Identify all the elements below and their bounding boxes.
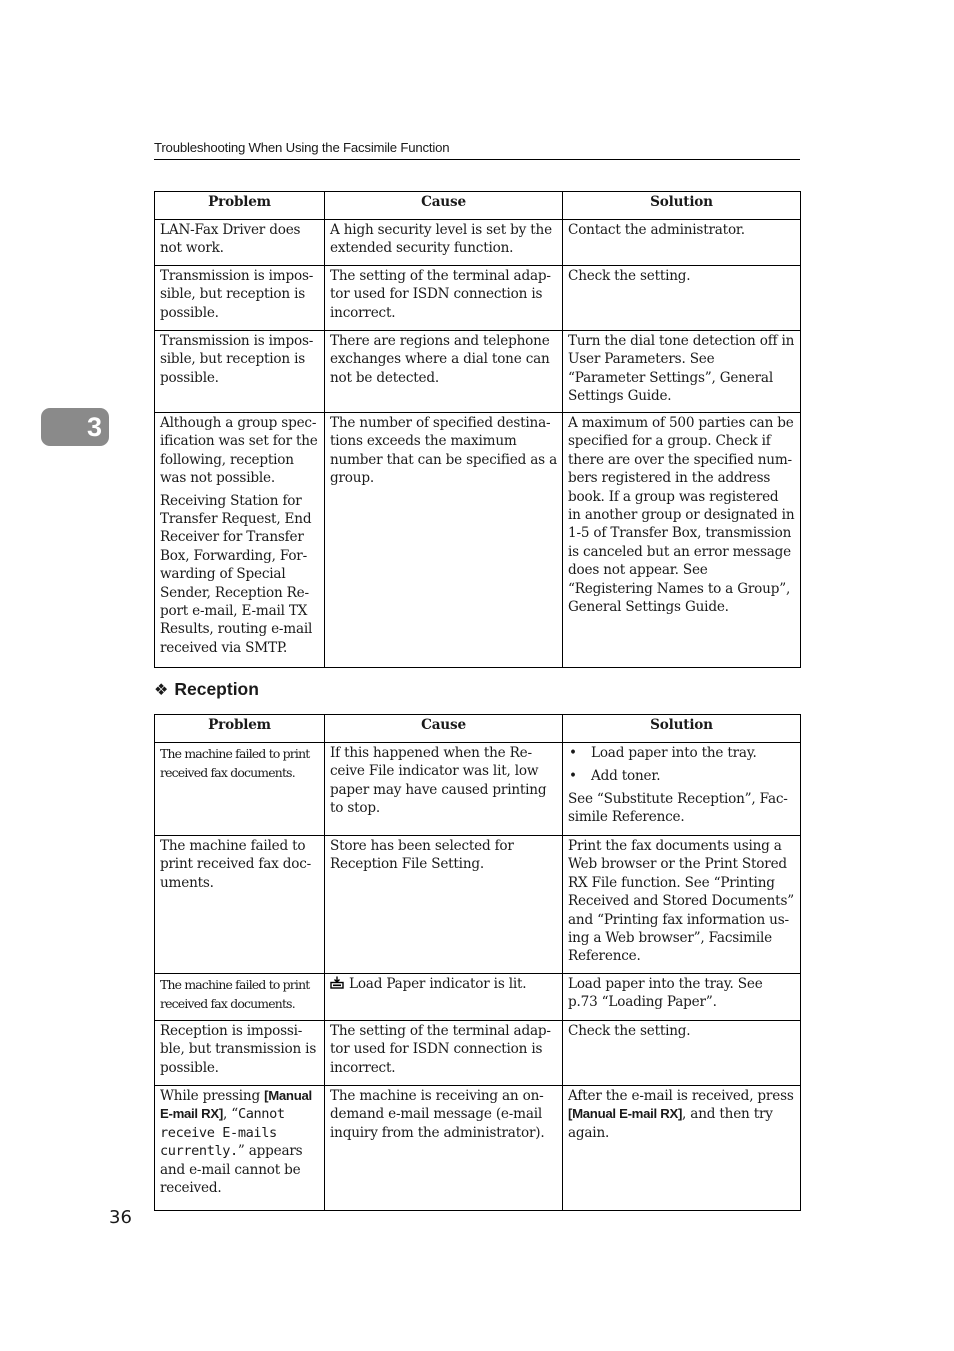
table-row: [155, 266, 801, 331]
table-row: [155, 1021, 801, 1086]
list-item: [568, 767, 795, 785]
solution-cell: Load paper into the tray. See p.73 “Loading Paper”.: [563, 974, 801, 1021]
section-title: Reception: [174, 679, 259, 699]
problem-cell: Reception is impossible, but transmission is possible.: [155, 1021, 325, 1086]
cause-cell: The setting of the terminal adaptor used for ISDN connection is incorrect.: [325, 266, 563, 331]
solution-cell: Turn the dial tone detection off in User Parameters. See “Parameter Settings”, General Settings Guide.: [563, 331, 801, 413]
reception-troubleshooting-table: [154, 714, 801, 1211]
diamond-bullet-icon: ❖: [154, 680, 169, 699]
solution-cell: A maximum of 500 parties can be specified for a group. Check if there are over the specified numbers registered in the address book. If a group was registered in another group or designated in 1-5 of Transfer Box, transmission is canceled but an error message does not appear. See “Registering Names to a Group”, General Settings Guide.: [563, 413, 801, 668]
load-paper-icon: [330, 976, 344, 989]
table-row: [155, 836, 801, 974]
problem-text: , “: [222, 1106, 238, 1123]
solution-cell: Contact the administrator.: [563, 220, 801, 266]
bullet-text: Add toner.: [591, 768, 661, 784]
display-message: Cannot receive E-mails currently.: [160, 1106, 285, 1160]
table-row: [155, 743, 801, 836]
cause-cell: The machine is receiving an on-demand e-mail message (e-mail inquiry from the administrator).: [325, 1086, 563, 1211]
table-row: [155, 220, 801, 266]
table-row: [155, 974, 801, 1021]
cause-cell: Store has been selected for Reception File Setting.: [325, 836, 563, 974]
table-header-row: [155, 192, 801, 220]
problem-text: While pressing: [160, 1088, 265, 1104]
problem-cell: The machine failed to print received fax documents.: [155, 974, 325, 1021]
problem-text: Although a group specification was set for the following, reception was not possible.: [160, 415, 318, 487]
manual-email-rx-key-label: [Manual E-mail RX]: [160, 1088, 312, 1122]
solution-cell: [563, 1086, 801, 1211]
cause-cell: There are regions and telephone exchanges where a dial tone can not be detected.: [325, 331, 563, 413]
table-row: [155, 331, 801, 413]
header-cause: Cause: [325, 715, 563, 743]
table-row: [155, 1086, 801, 1211]
table-header-row: [155, 715, 801, 743]
bullet-text: Load paper into the tray.: [591, 745, 757, 761]
list-item: [568, 744, 795, 762]
solution-cell: [563, 743, 801, 836]
solution-cell: Check the setting.: [563, 266, 801, 331]
problem-cell: [155, 413, 325, 668]
cause-cell: [325, 974, 563, 1021]
header-solution: Solution: [563, 715, 801, 743]
page-number: 36: [109, 1207, 132, 1228]
chapter-tab: [41, 408, 109, 446]
header-cause: Cause: [325, 192, 563, 220]
solution-text: After the e-mail is received, press: [568, 1088, 794, 1104]
cause-text: Load Paper indicator is lit.: [349, 976, 527, 992]
problem-text: ” appears and e-mail cannot be received.: [160, 1143, 303, 1197]
bullet-icon: •: [569, 768, 577, 784]
section-heading-reception: [154, 677, 259, 701]
problem-cell: The machine failed to print received fax documents.: [155, 836, 325, 974]
problem-cell: Transmission is impossible, but reception is possible.: [155, 331, 325, 413]
problem-cell: LAN-Fax Driver does not work.: [155, 220, 325, 266]
solution-reference: See “Substitute Reception”, Facsimile Reference.: [568, 791, 788, 826]
header-problem: Problem: [155, 715, 325, 743]
cause-cell: If this happened when the Receive File indicator was lit, low paper may have caused printing to stop.: [325, 743, 563, 836]
problem-text-continued: Receiving Station for Transfer Request, End Receiver for Transfer Box, Forwarding, Forwarding of Special Sender, Reception Report e-mail, E-mail TX Results, routing e-mail received via SMTP.: [160, 492, 313, 656]
header-solution: Solution: [563, 192, 801, 220]
cause-cell: A high security level is set by the extended security function.: [325, 220, 563, 266]
manual-email-rx-key-label: [Manual E-mail RX]: [568, 1106, 683, 1122]
solution-bullet-list: [568, 744, 795, 785]
chapter-number: 3: [86, 412, 102, 442]
problem-cell: [155, 1086, 325, 1211]
table-row: [155, 413, 801, 668]
solution-cell: Check the setting.: [563, 1021, 801, 1086]
running-head: Troubleshooting When Using the Facsimile Function: [154, 138, 800, 160]
problem-cell: The machine failed to print received fax documents.: [155, 743, 325, 836]
header-problem: Problem: [155, 192, 325, 220]
solution-cell: Print the fax documents using a Web browser or the Print Stored RX File function. See “Printing Received and Stored Documents” and “Printing fax information using a Web browser”, Facsimile Reference.: [563, 836, 801, 974]
bullet-icon: •: [569, 745, 577, 761]
cause-cell: The setting of the terminal adaptor used for ISDN connection is incorrect.: [325, 1021, 563, 1086]
cause-cell: The number of specified destinations exceeds the maximum number that can be specified as a group.: [325, 413, 563, 668]
solution-text: , and then try again.: [568, 1106, 773, 1141]
problem-cell: Transmission is impossible, but reception is possible.: [155, 266, 325, 331]
transmission-troubleshooting-table: [154, 191, 801, 668]
